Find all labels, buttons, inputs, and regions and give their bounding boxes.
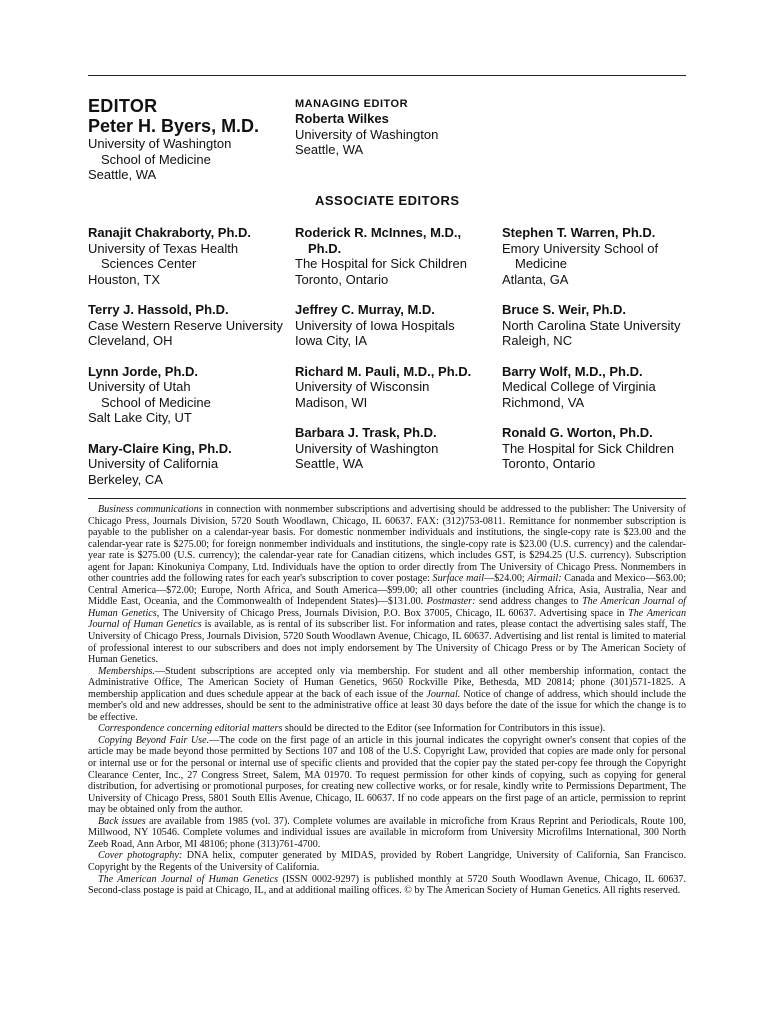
publication-paragraph [88,874,686,897]
associate-name-cont: Ph.D. [308,240,342,256]
managing-editor-name: Roberta Wilkes [295,111,389,126]
associate-name: Richard M. Pauli, M.D., Ph.D. [295,363,472,379]
associate-entry [502,302,702,349]
final-journal-title: The American Journal of Human Genetics [98,873,279,885]
copying-text: —The code on the first page of an article in this journal indicates the copyright owner's consent that copies of the article may be made beyond those permitted by Sections 107 and 108 of the U.S. Copyright Law, provided that copies are made only for personal or internal use or for the personal or internal use of specific clients and provided that the copier pay the stated per-copy fee through the Copyright Clearance Center, Inc., 27 Congress Street, Salem, MA 01970. To request permission for other kinds of copying, such as copying for general distribution, for advertising or promotional purposes, for creating new collective works, or for resale, kindly write to Permissions Department, The University of Chicago Press, 5801 South Ellis Avenue, Chicago, IL 60637. If no code appears on the first page of an article, permission to reprint may be obtained only from the author. [88,734,686,816]
associate-col-1 [88,225,288,502]
associate-entry [295,302,495,349]
managing-editor-block [295,97,515,158]
associate-name: Roderick R. McInnes, M.D., [295,225,462,240]
business-text-2: , The University of Chicago Press, Journals Division, P.O. Box 37005, Chicago, IL 60637. Advertising space in [156,607,629,619]
associate-affil: Richmond, VA [502,394,585,410]
associate-affil: Toronto, Ontario [502,456,596,471]
associate-affil: Seattle, WA [295,456,364,471]
editor-affil-3: Seattle, WA [88,167,157,182]
editor-affil-1: University of Washington [88,136,232,151]
associate-name: Lynn Jorde, Ph.D. [88,363,199,379]
associate-affil: University of Texas Health [88,240,239,256]
associate-col-3 [502,225,702,487]
associate-affil: Toronto, Ontario [295,271,389,287]
editor-block [88,96,288,183]
memberships-text-2: Notice of change of address, which should include the member's old and new addresses, should be sent to the administrative office at least 30 days before the date of the issue for which the change is to be effective. [88,688,686,723]
journal-short: Journal. [426,688,461,700]
back-issues-label: Back issues [98,815,146,827]
associate-name: Barry Wolf, M.D., Ph.D. [502,363,643,379]
top-rule [88,75,686,76]
associate-affil: University of Utah [88,379,191,394]
airmail-label: Airmail: [527,573,562,585]
associate-name: Terry J. Hassold, Ph.D. [88,302,229,317]
editor-label: EDITOR [88,96,158,116]
postmaster-text: send address changes to [475,596,583,608]
associate-affil: The Hospital for Sick Children [295,256,467,271]
associate-affil: Case Western Reserve University [88,317,283,333]
associate-entry [295,364,495,411]
associate-entry [295,425,495,472]
editor-name: Peter H. Byers, M.D. [88,116,260,136]
final-text: (ISSN 0002-9297) is published monthly at 5720 South Woodlawn Avenue, Chicago, IL 60637. Second-class postage is paid at Chicago, IL, and at additional mailing offices. © by The American Society of Human Genetics. All rights reserved. [88,873,686,897]
business-text-3: is available, as is rental of its subscriber list. For information and rates, please contact the advertising sales staff, The University of Chicago Press, Journals Division, 5720 South Woodlawn Avenue, Chicago, IL 60637. Advertising and list rental is limited to material of professional interest to our subscribers and does not imply endorsement by The University of Chicago Press or by The American Society of Human Genetics. [88,619,687,666]
associate-affil: Houston, TX [88,271,161,287]
associate-affil: Emory University School of [502,240,659,256]
associate-affil: Medical College of Virginia [502,379,656,394]
associate-affil: University of Wisconsin [295,379,430,394]
back-issues-text: are available from 1985 (vol. 37). Complete volumes are available in microfiche from Kraus Reprint and Periodicals, Route 100, Millwood, NY 10546. Complete volumes and individual issues are available in microform from University Microfilms International, 300 North Zeeb Road, Ann Arbor, MI 48106; phone (313)761-4700. [88,815,686,850]
associate-editors-title: ASSOCIATE EDITORS [315,193,460,208]
associate-affil: Cleveland, OH [88,333,173,348]
associate-affil: Sciences Center [101,256,197,271]
associate-name: Ronald G. Worton, Ph.D. [502,425,653,440]
associate-entry [502,425,702,472]
associate-affil: University of Washington [295,440,439,456]
associate-entry [502,364,702,411]
back-issues-paragraph [88,816,686,851]
surface-text: —$24.00; [484,573,528,585]
associate-affil: North Carolina State University [502,317,681,333]
associate-affil: University of Iowa Hospitals [295,317,455,333]
associate-entry [295,225,495,287]
memberships-paragraph [88,666,686,724]
associate-col-2 [295,225,495,487]
associate-affil: Raleigh, NC [502,333,573,348]
cover-paragraph [88,850,686,873]
associate-affil: Berkeley, CA [88,471,163,487]
associate-name: Jeffrey C. Murray, M.D. [295,302,435,317]
managing-editor-affil-2: Seattle, WA [295,142,364,157]
postmaster-label: Postmaster: [426,596,476,608]
associate-affil: Atlanta, GA [502,271,569,287]
business-label: Business communications [98,504,203,515]
cover-label: Cover photography: [98,850,183,862]
associate-entry [88,225,288,287]
copying-paragraph [88,735,686,816]
associate-affil: Iowa City, IA [295,333,368,348]
airmail-text: Canada and Mexico—$63.00; Central America—$72.00; Europe, North Africa, and South America—$99.00; all other countries (including Africa, Asia, Australia, Near and Middle East, Oceania, and the Commonwealth of Independent States)—$131.00. [88,573,686,608]
correspondence-paragraph [88,723,686,735]
associate-entry [88,364,288,426]
associate-affil: Medicine [515,256,568,271]
associate-affil: Madison, WI [295,394,368,410]
memberships-label: Memberships. [98,665,155,677]
business-paragraph [88,504,686,666]
managing-editor-affil-1: University of Washington [295,126,439,142]
associate-affil: Salt Lake City, UT [88,410,192,425]
associate-entry [502,225,702,287]
journal-title: The American Journal of Human Genetics [88,607,686,631]
surface-label: Surface mail [432,573,485,585]
associate-name: Barbara J. Trask, Ph.D. [295,425,437,440]
associate-affil: University of California [88,456,219,471]
copying-label: Copying Beyond Fair Use. [98,734,210,746]
bottom-rule [88,498,686,499]
associate-name: Bruce S. Weir, Ph.D. [502,302,627,317]
associate-entry [88,302,288,349]
business-text: in connection with nonmember subscriptions and advertising should be addressed to the publisher: The University of Chicago Press, Journals Division, 5720 South Woodlawn, Chicago, IL 60637. FAX: (312)753-0811. Remittance for nonmember subscription is payable to the publisher on a calendar-year basis. For domestic nonmember individuals and institutions, the single-copy rate is $23.00 and the calendar-year rate is $275.00; for foreign nonmember individuals and institutions, the single-copy rate is $23.00 (U.S. currency) and the calendar-year rate is $275.00 (U.S. currency); the calendar-year rate for Canadian citizens, which includes GST, is $294.25 (U.S. currency). Subscription agent for Japan: Kinokuniya Company, Ltd. Individuals have the option to order directly from The University of Chicago Press. Nonmembers in other countries add the following rates for each year's subscription to cover postage: [88,504,686,585]
cover-text: DNA helix, computer generated by MIDAS, provided by Robert Langridge, University of California, San Francisco. Copyright by the Regents of the University of California. [88,850,686,873]
editor-affil-2: School of Medicine [101,151,211,167]
associate-name: Stephen T. Warren, Ph.D. [502,225,656,240]
managing-editor-label: MANAGING EDITOR [295,98,409,110]
associate-affil: School of Medicine [101,394,211,410]
associate-affil: The Hospital for Sick Children [502,440,674,456]
associate-name: Mary-Claire King, Ph.D. [88,440,232,456]
journal-title: The American Journal of Human Genetics [88,596,686,619]
correspondence-label: Correspondence concerning editorial matters [98,723,283,735]
correspondence-text: should be directed to the Editor (see Information for Contributors in this issue). [282,723,606,735]
fine-print [88,504,686,897]
memberships-text: —Student subscriptions are accepted only via membership. For student and all other membership information, contact the Administrative Office, The American Society of Human Genetics, 9650 Rockville Pike, Bethesda, MD 20814; phone (301)571-1825. A membership application and dues schedule appear at the back of each issue of the [88,665,686,700]
associate-entry [88,441,288,488]
associate-name: Ranajit Chakraborty, Ph.D. [88,225,252,240]
